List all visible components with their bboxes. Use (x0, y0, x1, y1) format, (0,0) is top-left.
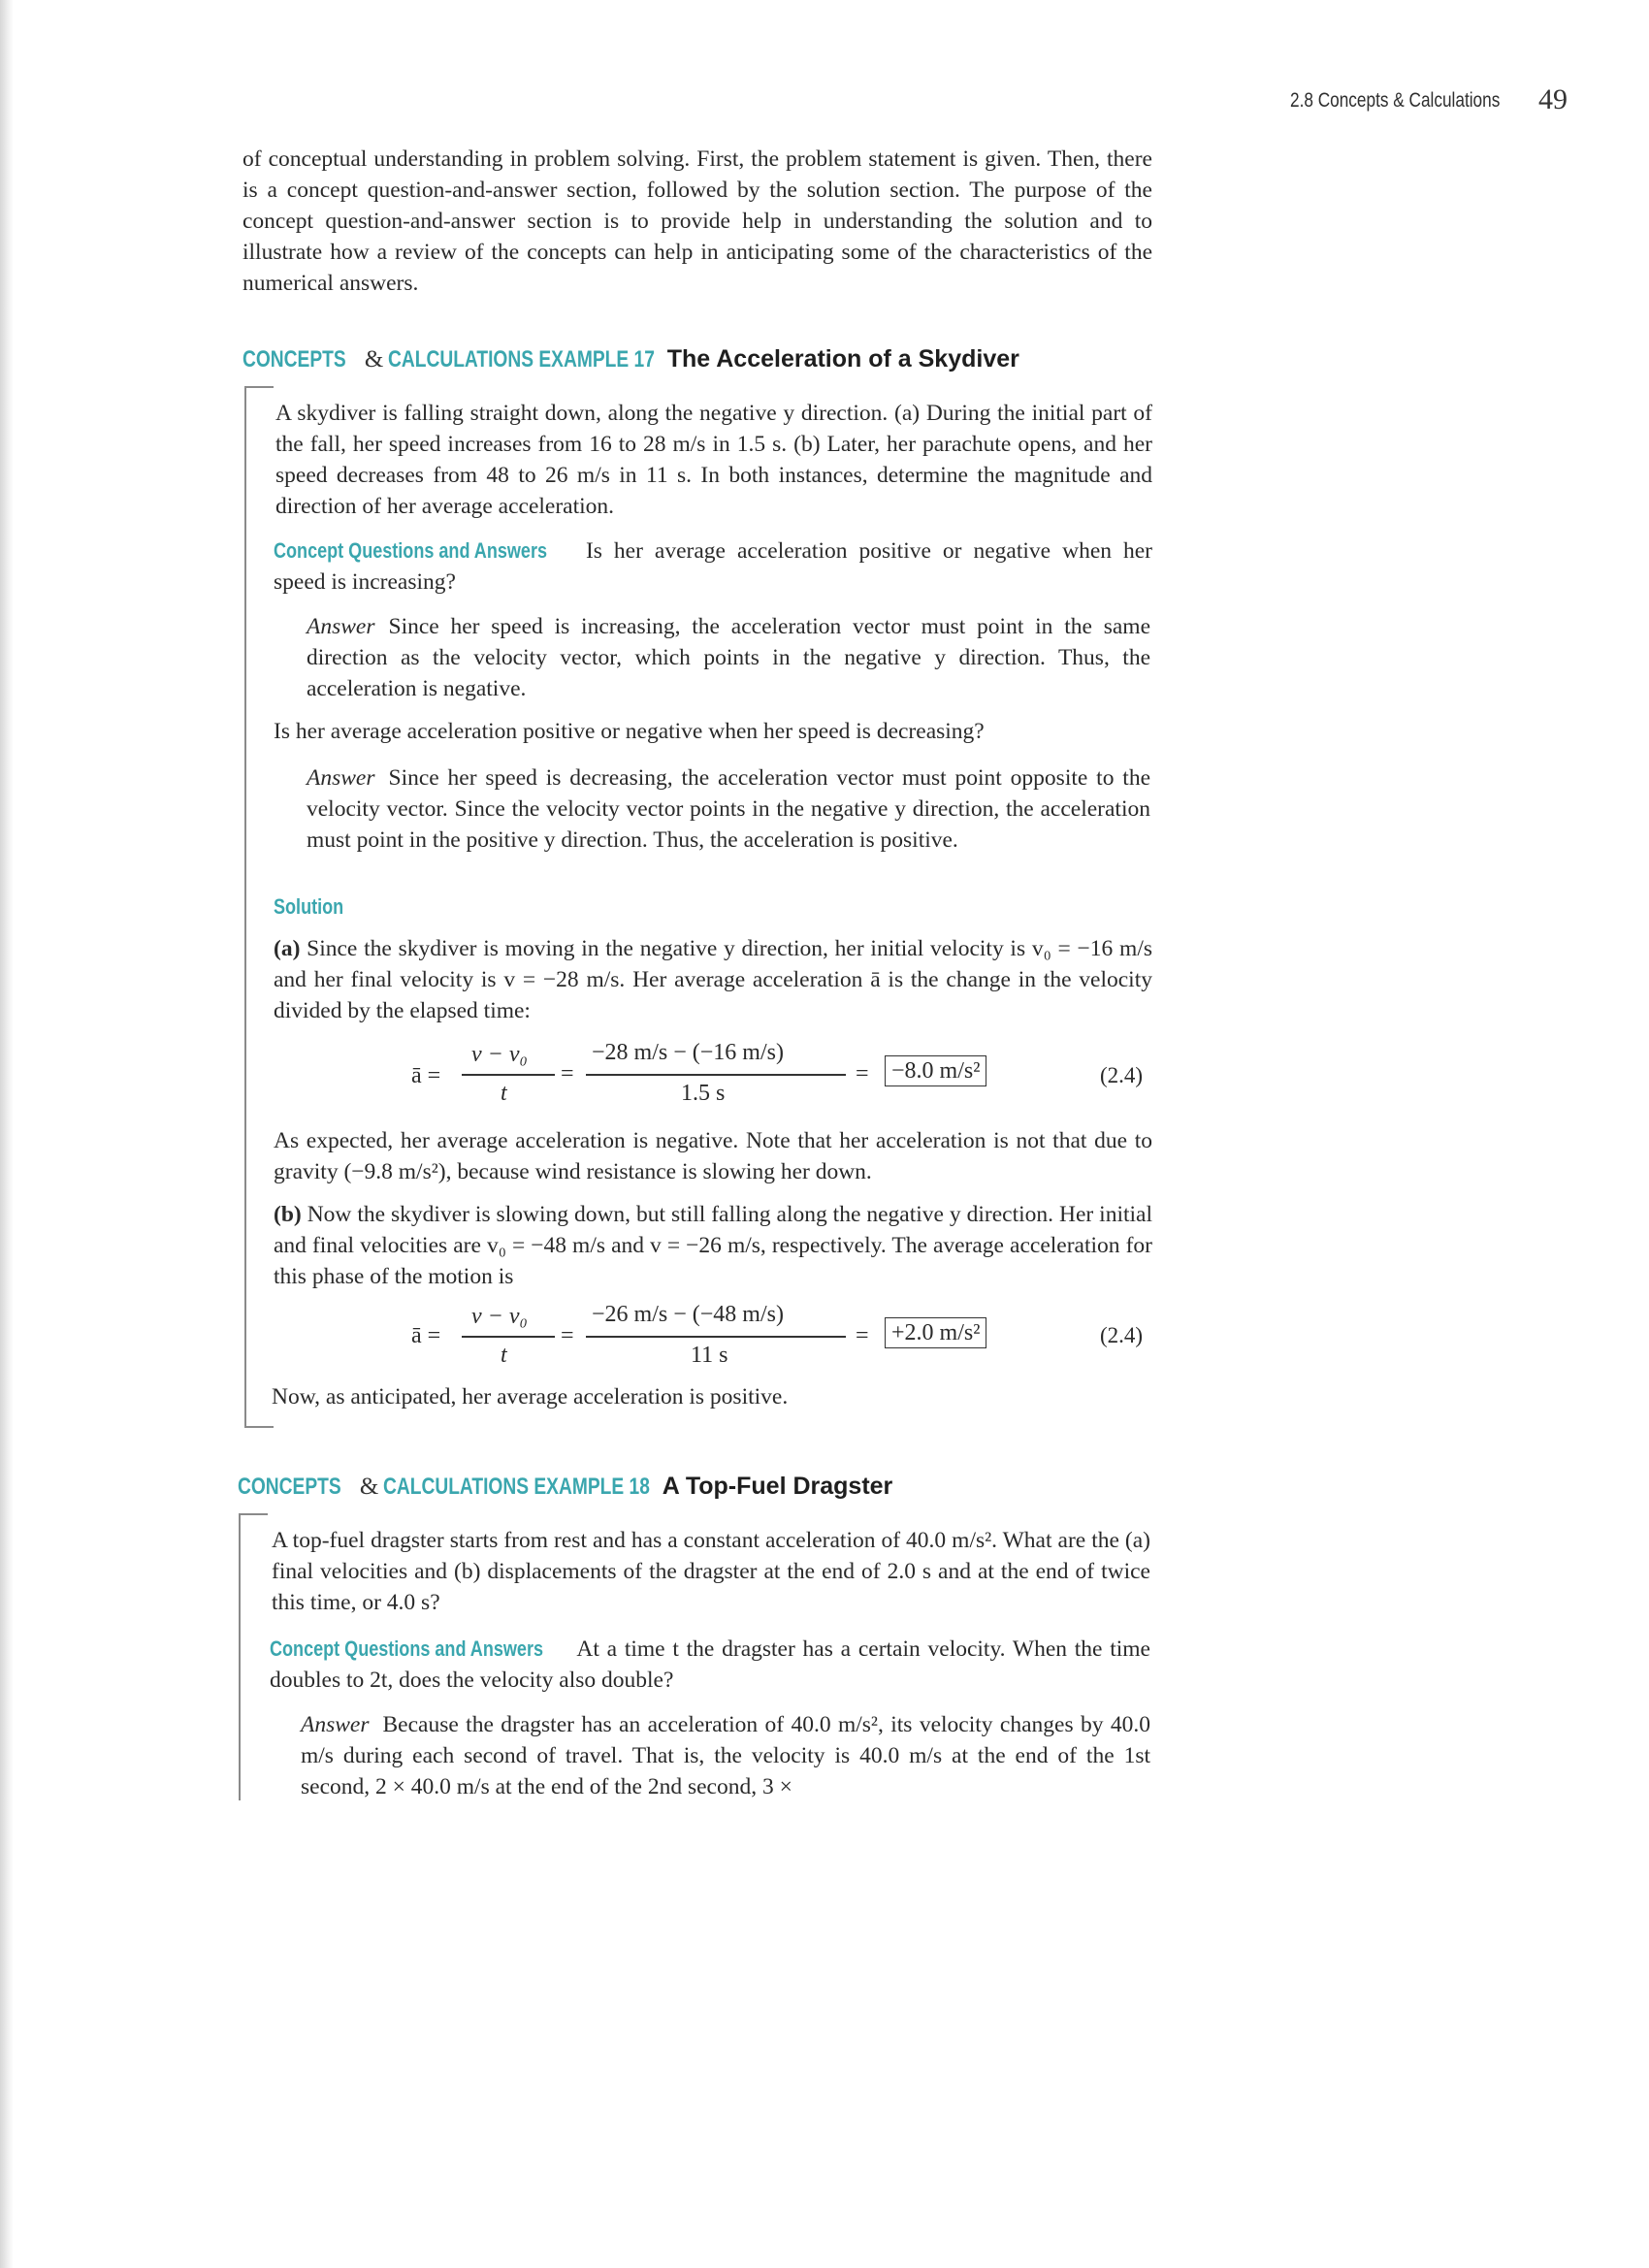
example17-kw-calculations: CALCULATIONS EXAMPLE 17 (387, 346, 655, 373)
example18-bracket (239, 1513, 241, 1800)
eq1-equals: = (561, 1061, 574, 1086)
eq2-lhs: ā = (411, 1323, 441, 1348)
page-number: 49 (1538, 83, 1568, 115)
eq1-denominator: 1.5 s (681, 1081, 726, 1106)
example18-kw-calculations: CALCULATIONS EXAMPLE 18 (382, 1474, 650, 1500)
eq2-symbolic-numerator: v − v₀ (471, 1304, 528, 1329)
example17-cqa-label: Concept Questions and Answers (274, 538, 548, 563)
example17-answer-2-text: Since her speed is decreasing, the acceleration vector must point opposite to the velocity vector. Since the velocity vector points in the negative y direction, the acceleration must point in the positive y direction. Thus, the acceleration is positive. (307, 765, 1150, 853)
part-a-label: (a) (274, 936, 301, 961)
example17-bracket-top (244, 386, 274, 388)
example17-answer-1-text: Since her speed is increasing, the acceleration vector must point in the same direction as the velocity vector, which points in the negative y direction. Thus, the acceleration is negative. (307, 614, 1150, 701)
eq2-symbolic-fraction-bar (462, 1336, 555, 1338)
example17-cqa-1 (274, 535, 1152, 598)
running-head-section: 2.8 Concepts & Calculations (1290, 89, 1501, 112)
eq1-symbolic-denominator: t (501, 1081, 507, 1106)
example18-ampersand: & (359, 1474, 379, 1500)
running-head (1290, 83, 1581, 122)
answer-label: Answer (307, 765, 375, 791)
eq1-numerator: −28 m/s − (−16 m/s) (592, 1040, 784, 1065)
eq2-numerator: −26 m/s − (−48 m/s) (592, 1302, 784, 1327)
eq1-equation-number: (2.4) (1100, 1063, 1144, 1087)
example17-question-2: Is her average acceleration positive or negative when her speed is decreasing? (274, 719, 985, 744)
eq2-result-box: +2.0 m/s² (885, 1317, 986, 1348)
example18-answer-1-text: Because the dragster has an acceleration of 40.0 m/s², its velocity changes by 40.0 m/s during each second of travel. That is, the velocity is 40.0 m/s at the end of the 1st second, 2 × 40.0 m/s at the end of the 2nd second, 3 × (301, 1712, 1150, 1799)
eq2-equals-2: = (856, 1323, 869, 1348)
solution-label: Solution (274, 894, 344, 919)
example17-part-a (274, 933, 1152, 1026)
example17-title: The Acceleration of a Skydiver (666, 345, 1019, 373)
part-b-label: (b) (274, 1202, 302, 1227)
example17-bracket-bottom (244, 1426, 274, 1428)
eq2-fraction-bar (586, 1336, 846, 1338)
example17-bracket (244, 386, 246, 1428)
example18-kw-concepts: CONCEPTS (238, 1474, 341, 1500)
example17-part-b (274, 1199, 1152, 1292)
example17-statement: A skydiver is falling straight down, along the negative y direction. (a) During the initial part of the fall, her speed increases from 16 to 28 m/s in 1.5 s. (b) Later, her parachute opens, and her speed decreases from 48 to 26 m/s in 11 s. In both instances, determine the magnitude and direction of her average acceleration. (275, 401, 1152, 519)
part-b-text: Now the skydiver is slowing down, but still falling along the negative y direction. Her initial and final velocities are v₀ = −48 m/s and v = −26 m/s, respectively. The average acceleration for this phase of the motion is (274, 1202, 1152, 1289)
eq2-denominator: 11 s (691, 1343, 728, 1368)
example18-cqa-label: Concept Questions and Answers (270, 1636, 544, 1661)
example18-answer-1 (301, 1709, 1150, 1802)
eq1-result-box: −8.0 m/s² (885, 1055, 986, 1086)
eq1-symbolic-fraction-bar (462, 1074, 555, 1076)
eq2-symbolic-denominator: t (501, 1343, 507, 1368)
eq1-symbolic-numerator: v − v₀ (471, 1042, 528, 1067)
example18-statement: A top-fuel dragster starts from rest and has a constant acceleration of 40.0 m/s². What are the (a) final velocities and (b) displacements of the dragster at the end of 2.0 s and at the end of twice this time, or 4.0 s? (272, 1528, 1150, 1615)
answer-label: Answer (307, 614, 375, 639)
example17-solution-heading (274, 894, 359, 920)
example18-question-1: At a time t the dragster has a certain velocity. When the time doubles to 2t, does the velocity also double? (270, 1636, 1150, 1693)
eq1-equals-2: = (856, 1061, 869, 1086)
eq1-fraction-bar (586, 1074, 846, 1076)
eq2-equation-number: (2.4) (1100, 1323, 1144, 1347)
answer-label: Answer (301, 1712, 370, 1737)
eq2-equals: = (561, 1323, 574, 1348)
scan-shadow-edge (0, 0, 14, 2268)
intro-paragraph: of conceptual understanding in problem solving. First, the problem statement is given. Then, there is a concept question-and-answer section, followed by the solution section. The purpose of the concept question-and-answer section is to provide help in understanding the solution and to illustrate how a review of the concepts can help in anticipating some of the characteristics of the numerical answers. (242, 146, 1152, 296)
example18-cqa-1 (270, 1634, 1150, 1696)
example17-kw-concepts: CONCEPTS (242, 346, 346, 373)
eq1-lhs: ā = (411, 1063, 441, 1088)
example17-closing: Now, as anticipated, her average acceleration is positive. (272, 1384, 789, 1409)
example17-ampersand: & (364, 346, 384, 373)
example18-title: A Top-Fuel Dragster (662, 1473, 893, 1500)
part-a-text: Since the skydiver is moving in the negative y direction, her initial velocity is v₀ = −16 m/s and her final velocity is v = −28 m/s. Her average acceleration ā is the change in the velocity divided by the elapsed time: (274, 936, 1152, 1023)
example18-bracket-top (239, 1513, 268, 1515)
example17-answer-1 (307, 611, 1150, 704)
example18-heading (238, 1473, 892, 1501)
example17-heading (242, 345, 1019, 373)
example17-question-1: Is her average acceleration positive or negative when her speed is increasing? (274, 538, 1153, 595)
example17-answer-2 (307, 762, 1150, 856)
example17-after-a: As expected, her average acceleration is negative. Note that her acceleration is not that due to gravity (−9.8 m/s²), because wind resistance is slowing her down. (274, 1128, 1152, 1184)
